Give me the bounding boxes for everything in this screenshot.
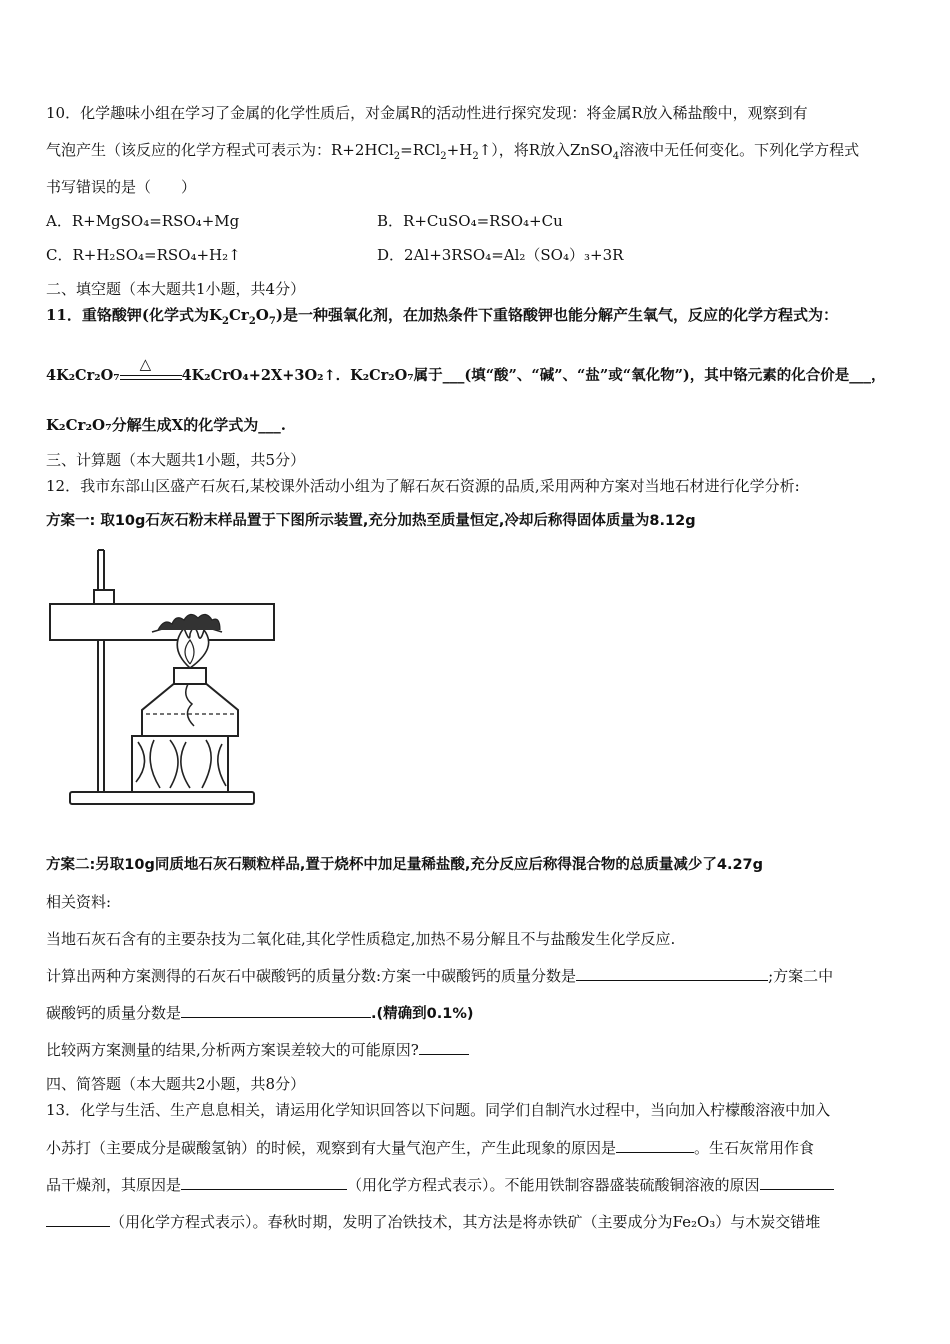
q12-line1: 12．我市东部山区盛产石灰石,某校课外活动小组为了解石灰石资源的品质,采用两种方案对当地石材进行化学分析: (46, 477, 800, 495)
answer-blank-iron-container-b[interactable] (46, 1211, 110, 1227)
answer-blank-plan2[interactable] (181, 1002, 371, 1018)
q10-option-d: D．2Al+3RSO₄=Al₂（SO₄）₃+3R (377, 246, 624, 264)
q12-ref-text: 当地石灰石含有的主要杂技为二氧化硅,其化学性质稳定,加热不易分解且不与盐酸发生化学反应. (46, 930, 676, 948)
section-heading-fill-in: 二、填空题（本大题共1小题，共4分） (46, 280, 306, 298)
heating-apparatus-illustration (46, 546, 282, 808)
q10-line1: 10．化学趣味小组在学习了金属的化学性质后，对金属R的活动性进行探究发现：将金属R放入稀盐酸中，观察到有 (46, 104, 808, 122)
q10-option-c: C．R+H₂SO₄=RSO₄+H₂↑ (46, 246, 241, 264)
q10-option-a: A．R+MgSO₄=RSO₄+Mg (46, 212, 240, 230)
q10-line2: 气泡产生（该反应的化学方程式可表示为：$R+2HCl_2=RCl_2+H_2↑$），将R放入ZnSO$_4$溶液中无任何变化。下列化学方程式 (46, 141, 860, 162)
answer-blank-iron-container-a[interactable] (760, 1174, 834, 1190)
q13-line1: 13．化学与生活、生产息息相关，请运用化学知识回答以下问题。同学们自制汽水过程中，当向加入柠檬酸溶液中加入 (46, 1101, 831, 1119)
q11-line3: K₂Cr₂O₇分解生成X的化学式为___. (46, 416, 287, 434)
q13-line4: （用化学方程式表示）。春秋时期，发明了冶铁技术，其方法是将赤铁矿（主要成分为Fe₂O₃）与木炭交错堆 (46, 1211, 820, 1232)
section-heading-calculation: 三、计算题（本大题共1小题，共5分） (46, 451, 306, 469)
answer-blank-bubble-reason[interactable] (616, 1137, 694, 1153)
answer-blank-error-reason[interactable] (419, 1039, 469, 1055)
answer-blank-plan1[interactable] (576, 965, 768, 981)
q13-line2: 小苏打（主要成分是碳酸氢钠）的时候，观察到有大量气泡产生，产生此现象的原因是 。生石灰常用作食 (46, 1139, 815, 1157)
answer-blank-quicklime[interactable] (181, 1174, 347, 1190)
q11-equation-line: 4K₂Cr₂O₇ △ 4K₂CrO₄+2X+3O₂↑．K₂Cr₂O₇属于___(填“酸”、“碱”、“盐”或“氧化物”)，其中铬元素的化合价是___， (46, 355, 886, 384)
q10-line3: 书写错误的是（ ） (46, 178, 197, 196)
q12-ref-title: 相关资料: (46, 893, 112, 911)
section-heading-short-answer: 四、简答题（本大题共2小题，共8分） (46, 1075, 306, 1093)
heat-condition: △ (139, 355, 152, 373)
heating-equals-sign (120, 355, 182, 386)
q10-option-b: B．R+CuSO₄=RSO₄+Cu (377, 212, 563, 230)
q12-plan1: 方案一: 取10g石灰石粉末样品置于下图所示装置,充分加热至质量恒定,冷却后称得固体质量为8.12g (46, 513, 696, 529)
q12-calc-line2: 碳酸钙的质量分数是 .(精确到0.1%) (46, 1004, 474, 1022)
q13-line3: 品干燥剂，其原因是 （用化学方程式表示）。不能用铁制容器盛装硫酸铜溶液的原因 (46, 1174, 834, 1195)
q11-line1: 11．重铬酸钾(化学式为$K_2Cr_2O_7$)是一种强氧化剂，在加热条件下重铬酸钾也能分解产生氧气，反应的化学方程式为： (46, 306, 838, 327)
q12-calc-line1: 计算出两种方案测得的石灰石中碳酸钙的质量分数:方案一中碳酸钙的质量分数是 ;方案二中 (46, 967, 834, 985)
q12-plan2: 方案二:另取10g同质地石灰石颗粒样品,置于烧杯中加足量稀盐酸,充分反应后称得混合物的总质量减少了4.27g (46, 857, 764, 873)
q12-compare: 比较两方案测量的结果,分析两方案误差较大的可能原因? (46, 1039, 469, 1060)
